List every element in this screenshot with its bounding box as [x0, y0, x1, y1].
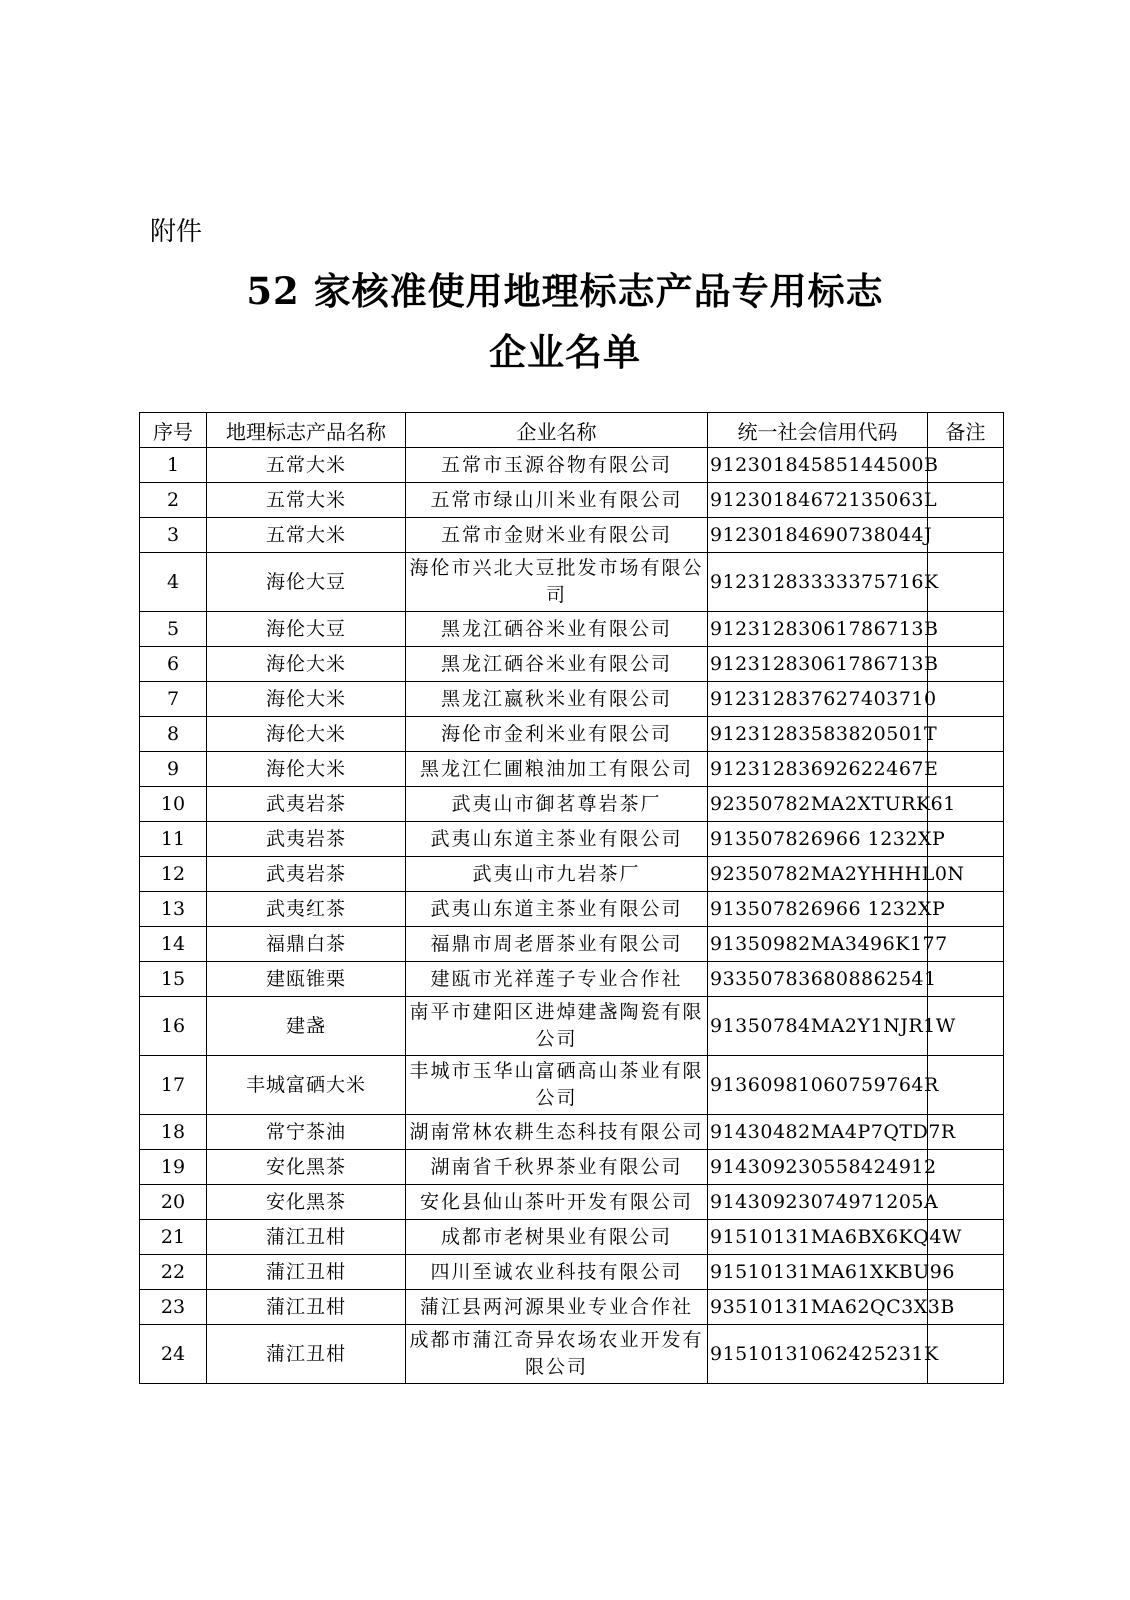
company-cell: 五常市绿山川米业有限公司: [406, 483, 708, 518]
company-cell: 湖南省千秋界茶业有限公司: [406, 1150, 708, 1185]
note-cell: [928, 612, 1004, 647]
company-cell: 成都市老树果业有限公司: [406, 1220, 708, 1255]
document-title-line-1: 52 家核准使用地理标志产品专用标志: [246, 269, 884, 313]
product-cell: 海伦大豆: [207, 553, 406, 612]
company-cell: 武夷山东道主茶业有限公司: [406, 892, 708, 927]
company-cell: 黑龙江硒谷米业有限公司: [406, 612, 708, 647]
seq-cell: 1: [140, 448, 207, 483]
product-cell: 武夷红茶: [207, 892, 406, 927]
table-row: [140, 612, 1004, 647]
seq-cell: 18: [140, 1115, 207, 1150]
table-row: [140, 752, 1004, 787]
seq-cell: 8: [140, 717, 207, 752]
table-row: [140, 1056, 1004, 1115]
product-cell: 福鼎白茶: [207, 927, 406, 962]
credit-code-cell: 91350784MA2Y1NJR1W: [708, 997, 928, 1056]
credit-code-cell: 91510131062425231K: [708, 1325, 928, 1384]
credit-code-cell: 92350782MA2YHHHL0N: [708, 857, 928, 892]
company-cell: 建瓯市光祥莲子专业合作社: [406, 962, 708, 997]
table-row: [140, 483, 1004, 518]
table-row: [140, 1185, 1004, 1220]
table-row: [140, 1325, 1004, 1384]
credit-code-cell: 912312837627403710: [708, 682, 928, 717]
product-cell: 常宁茶油: [207, 1115, 406, 1150]
seq-cell: 12: [140, 857, 207, 892]
company-cell: 湖南常林农耕生态科技有限公司: [406, 1115, 708, 1150]
table-row: [140, 1290, 1004, 1325]
credit-code-cell: 91231283333375716K: [708, 553, 928, 612]
note-cell: [928, 483, 1004, 518]
note-cell: [928, 1150, 1004, 1185]
seq-cell: 15: [140, 962, 207, 997]
product-cell: 安化黑茶: [207, 1150, 406, 1185]
seq-cell: 11: [140, 822, 207, 857]
document-title-line-2: 企业名单: [489, 330, 641, 374]
credit-code-cell: 91231283061786713B: [708, 612, 928, 647]
credit-code-cell: 91510131MA61XKBU96: [708, 1255, 928, 1290]
credit-code-cell: 933507836808862541: [708, 962, 928, 997]
credit-code-cell: 91231283061786713B: [708, 647, 928, 682]
seq-cell: 24: [140, 1325, 207, 1384]
product-cell: 丰城富硒大米: [207, 1056, 406, 1115]
note-cell: [928, 962, 1004, 997]
product-cell: 海伦大米: [207, 682, 406, 717]
credit-code-cell: 91230184672135063L: [708, 483, 928, 518]
seq-cell: 14: [140, 927, 207, 962]
header-note: 备注: [928, 413, 1004, 448]
note-cell: [928, 647, 1004, 682]
table-body: [140, 448, 1004, 1384]
credit-code-cell: 91430482MA4P7QTD7R: [708, 1115, 928, 1150]
credit-code-cell: 91510131MA6BX6KQ4W: [708, 1220, 928, 1255]
seq-cell: 22: [140, 1255, 207, 1290]
enterprise-roster-table: [139, 412, 1004, 1384]
credit-code-cell: 91231283583820501T: [708, 717, 928, 752]
table-row: [140, 518, 1004, 553]
product-cell: 五常大米: [207, 448, 406, 483]
product-cell: 蒲江丑柑: [207, 1290, 406, 1325]
product-cell: 武夷岩茶: [207, 822, 406, 857]
product-cell: 五常大米: [207, 483, 406, 518]
header-product: 地理标志产品名称: [207, 413, 406, 448]
table-row: [140, 553, 1004, 612]
credit-code-cell: 91430923074971205A: [708, 1185, 928, 1220]
table-row: [140, 962, 1004, 997]
note-cell: [928, 518, 1004, 553]
attachment-label: 附件: [150, 217, 203, 247]
company-cell: 黑龙江硒谷米业有限公司: [406, 647, 708, 682]
company-cell: 福鼎市周老厝茶业有限公司: [406, 927, 708, 962]
seq-cell: 2: [140, 483, 207, 518]
table-row: [140, 822, 1004, 857]
product-cell: 安化黑茶: [207, 1185, 406, 1220]
note-cell: [928, 1185, 1004, 1220]
credit-code-cell: 913507826966 1232XP: [708, 892, 928, 927]
credit-code-cell: 91350982MA3496K177: [708, 927, 928, 962]
seq-cell: 23: [140, 1290, 207, 1325]
company-cell: 武夷山东道主茶业有限公司: [406, 822, 708, 857]
note-cell: [928, 448, 1004, 483]
seq-cell: 6: [140, 647, 207, 682]
company-cell: 武夷山市御茗尊岩茶厂: [406, 787, 708, 822]
seq-cell: 7: [140, 682, 207, 717]
company-cell: 黑龙江嬴秋米业有限公司: [406, 682, 708, 717]
product-cell: 蒲江丑柑: [207, 1220, 406, 1255]
company-cell: 武夷山市九岩茶厂: [406, 857, 708, 892]
seq-cell: 21: [140, 1220, 207, 1255]
product-cell: 蒲江丑柑: [207, 1255, 406, 1290]
company-cell: 四川至诚农业科技有限公司: [406, 1255, 708, 1290]
product-cell: 建瓯锥栗: [207, 962, 406, 997]
company-cell: 丰城市玉华山富硒高山茶业有限公司: [406, 1056, 708, 1115]
table-row: [140, 717, 1004, 752]
company-cell: 五常市金财米业有限公司: [406, 518, 708, 553]
company-cell: 海伦市金利米业有限公司: [406, 717, 708, 752]
credit-code-cell: 91230184585144500B: [708, 448, 928, 483]
credit-code-cell: 91230184690738044J: [708, 518, 928, 553]
table-row: [140, 857, 1004, 892]
table-row: [140, 448, 1004, 483]
company-cell: 蒲江县两河源果业专业合作社: [406, 1290, 708, 1325]
seq-cell: 5: [140, 612, 207, 647]
table-row: [140, 1255, 1004, 1290]
credit-code-cell: 913507826966 1232XP: [708, 822, 928, 857]
seq-cell: 9: [140, 752, 207, 787]
header-seq: 序号: [140, 413, 207, 448]
company-cell: 成都市蒲江奇异农场农业开发有限公司: [406, 1325, 708, 1384]
table-row: [140, 1220, 1004, 1255]
table-row: [140, 892, 1004, 927]
seq-cell: 10: [140, 787, 207, 822]
table-row: [140, 647, 1004, 682]
note-cell: [928, 717, 1004, 752]
product-cell: 建盏: [207, 997, 406, 1056]
header-code: 统一社会信用代码: [708, 413, 928, 448]
company-cell: 五常市玉源谷物有限公司: [406, 448, 708, 483]
seq-cell: 16: [140, 997, 207, 1056]
credit-code-cell: 92350782MA2XTURK61: [708, 787, 928, 822]
credit-code-cell: 914309230558424912: [708, 1150, 928, 1185]
product-cell: 海伦大米: [207, 717, 406, 752]
product-cell: 武夷岩茶: [207, 787, 406, 822]
table-row: [140, 1150, 1004, 1185]
credit-code-cell: 91360981060759764R: [708, 1056, 928, 1115]
company-cell: 安化县仙山茶叶开发有限公司: [406, 1185, 708, 1220]
table-header-row: [140, 413, 1004, 448]
seq-cell: 13: [140, 892, 207, 927]
seq-cell: 3: [140, 518, 207, 553]
credit-code-cell: 93510131MA62QC3X3B: [708, 1290, 928, 1325]
product-cell: 海伦大豆: [207, 612, 406, 647]
table-row: [140, 1115, 1004, 1150]
product-cell: 海伦大米: [207, 752, 406, 787]
product-cell: 五常大米: [207, 518, 406, 553]
seq-cell: 20: [140, 1185, 207, 1220]
header-company: 企业名称: [406, 413, 708, 448]
product-cell: 海伦大米: [207, 647, 406, 682]
table-row: [140, 997, 1004, 1056]
table-row: [140, 787, 1004, 822]
credit-code-cell: 91231283692622467E: [708, 752, 928, 787]
product-cell: 武夷岩茶: [207, 857, 406, 892]
company-cell: 黑龙江仁圃粮油加工有限公司: [406, 752, 708, 787]
note-cell: [928, 682, 1004, 717]
company-cell: 海伦市兴北大豆批发市场有限公司: [406, 553, 708, 612]
table-row: [140, 682, 1004, 717]
seq-cell: 4: [140, 553, 207, 612]
note-cell: [928, 752, 1004, 787]
product-cell: 蒲江丑柑: [207, 1325, 406, 1384]
table-row: [140, 927, 1004, 962]
seq-cell: 19: [140, 1150, 207, 1185]
company-cell: 南平市建阳区进焯建盏陶瓷有限公司: [406, 997, 708, 1056]
seq-cell: 17: [140, 1056, 207, 1115]
